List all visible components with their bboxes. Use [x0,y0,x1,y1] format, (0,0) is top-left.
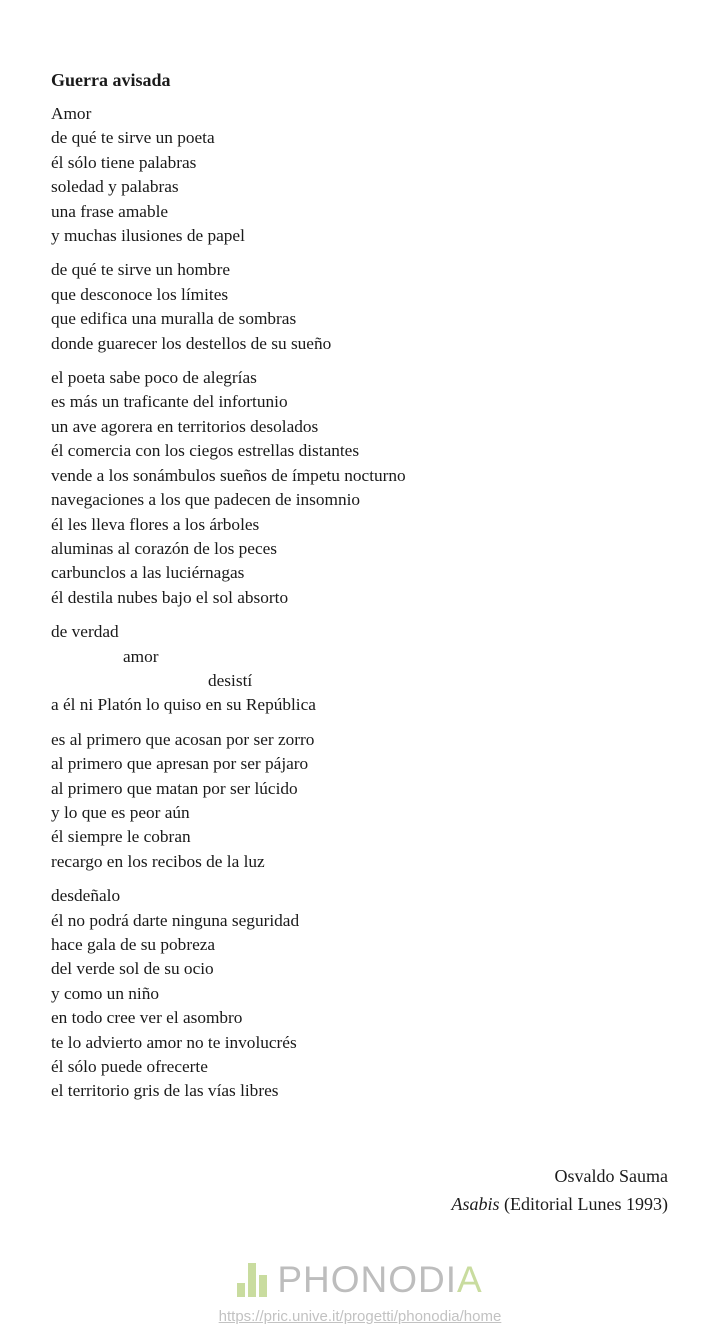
poem-line: vende a los sonámbulos sueños de ímpetu nocturno [51,465,406,485]
poem-line: de qué te sirve un hombre [51,260,230,280]
stanza-1 [51,102,691,248]
poem-body [51,102,691,1114]
poem-line: hace gala de su pobreza [51,935,216,954]
stanza-3 [51,366,691,610]
poem-line: en todo cree ver el asombro [51,1008,243,1028]
stanza-2 [51,258,691,356]
stanza-4 [51,620,691,718]
poem-line: una frase amable [51,201,169,221]
logo-bar [237,1283,245,1297]
poem-line: al primero que matan por ser lúcido [51,778,298,798]
poem-line: él sólo tiene palabras [51,152,197,172]
attribution [452,1162,668,1218]
poem-line: el territorio gris de las vías libres [51,1081,279,1101]
publisher-info: (Editorial Lunes 1993) [504,1194,668,1214]
poem-line: que desconoce los límites [51,284,229,304]
poem-line-indented: desistí [208,670,253,690]
poem-line: recargo en los recibos de la luz [51,851,265,871]
logo-wordmark [277,1260,482,1300]
stanza-6 [51,884,691,1104]
poem-line: es al primero que acosan por ser zorro [51,729,315,749]
poem-line: te lo advierto amor no te involucrés [51,1032,297,1052]
poem-line: él comercia con los ciegos estrellas distantes [51,441,360,461]
poem-title: Guerra avisada [51,70,171,90]
bar-chart-icon [237,1263,267,1297]
poem-line: de qué te sirve un poeta [51,128,215,148]
source-citation [452,1190,668,1218]
poem-line: y lo que es peor aún [51,802,190,822]
poem-line: él siempre le cobran [51,827,191,847]
poem-line: él les lleva flores a los árboles [51,514,260,534]
poem-line: a él ni Platón lo quiso en su República [51,695,316,715]
logo-bar [248,1263,256,1297]
poem-line: navegaciones a los que padecen de insomnio [51,490,361,510]
stanza-5 [51,728,691,874]
poem-line: donde guarecer los destellos de su sueño [51,333,332,353]
logo-wordmark-accent: A [457,1259,483,1300]
logo-bar [259,1275,267,1297]
book-title: Asabis [451,1194,500,1214]
poem-line: aluminas al corazón de los peces [51,538,278,558]
phonodia-logo [0,1260,720,1300]
poem-line: soledad y palabras [51,177,179,197]
poem-line: y como un niño [51,983,159,1003]
poem-line: al primero que apresan por ser pájaro [51,754,309,774]
poem-line: el poeta sabe poco de alegrías [51,368,257,388]
poem-line: del verde sol de su ocio [51,959,214,979]
poem-line-indented: amor [123,646,159,666]
poem-line: un ave agorera en territorios desolados [51,416,319,436]
project-link[interactable]: https://pric.unive.it/progetti/phonodia/home [218,1308,502,1325]
author-name: Osvaldo Sauma [554,1166,668,1186]
poem-line: desdeñalo [51,886,121,906]
poem-line: él sólo puede ofrecerte [51,1057,208,1077]
logo-wordmark-main: PHONODI [277,1259,457,1300]
poem-line: carbunclos a las luciérnagas [51,563,245,583]
poem-line: de verdad [51,622,119,642]
poem-line: que edifica una muralla de sombras [51,309,297,329]
poem-line: y muchas ilusiones de papel [51,226,245,246]
poem-line: es más un traficante del infortunio [51,392,288,412]
poem-line: él destila nubes bajo el sol absorto [51,587,289,607]
poem-line: él no podrá darte ninguna seguridad [51,910,300,930]
poem-line: Amor [51,104,92,123]
